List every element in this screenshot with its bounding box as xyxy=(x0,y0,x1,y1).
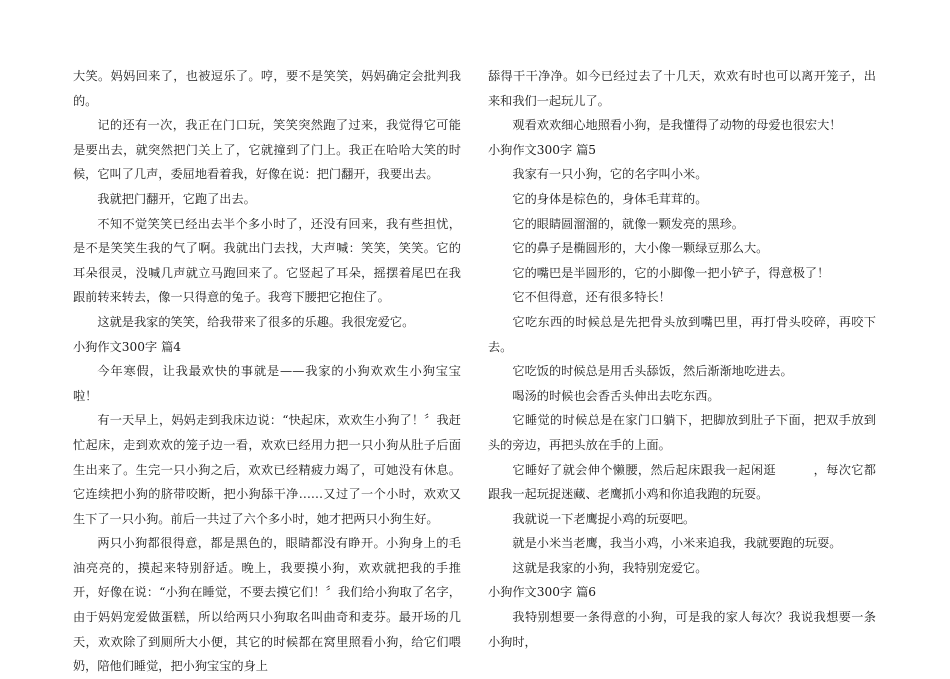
paragraph: 我就把门翻开，它跑了出去。 xyxy=(97,191,256,206)
paragraph: 不知不觉笑笑已经出去半个多小时了，还没有回来，我有些担忧，是不是笑笑生我的气了啊。我就出门去找，大声喊：笑笑，笑笑。它的耳朵很灵，没喊几声就立马跑回来了。它竖起了耳朵，摇摆着尾巴在我跟前转来转去，像一只得意的兔子。我弯下腰把它抱住了。 xyxy=(73,216,461,305)
paragraph: 它的嘴巴是半圆形的，它的小脚像一把小铲子，得意极了！ xyxy=(512,265,830,280)
paragraph: 大笑。妈妈回来了，也被逗乐了。哼，要不是笑笑，妈妈确定会批判我的。 xyxy=(73,69,461,108)
paragraph: 喝汤的时候也会香舌头伸出去吃东西。 xyxy=(512,388,720,403)
paragraph: 它的身体是棕色的，身体毛茸茸的。 xyxy=(512,191,708,206)
paragraph: 两只小狗都很得意，都是黑色的，眼睛都没有睁开。小狗身上的毛油亮亮的，摸起来特别舒适。晚上，我要摸小狗，欢欢就把我的手推开，好像在说：“小狗在睡觉，不要去摸它们！〞我们给小狗取了名字，由于妈妈宠爱做蛋糕，所以给两只小狗取名叫曲奇和麦芬。最开场的几天，欢欢除了到厕所大小便，其它的时候都在窝里照看小狗，给它们喂奶，陪他们睡觉，把小狗宝宝的身上 xyxy=(73,536,461,674)
paragraph: 它睡好了就会伸个懒腰，然后起床跟我一起闲逛 ，每次它都跟我一起玩捉迷藏、老鹰抓小鸡和你追我跑的玩耍。 xyxy=(488,462,876,502)
paragraph: 记的还有一次，我正在门口玩，笑笑突然跑了过来，我觉得它可能是要出去，就突然把门关上了，它就撞到了门上。我正在哈哈大笑的时候，它叫了几声，委屈地看着我，好像在说：把门翻开，我要出去。 xyxy=(73,118,461,182)
right-column xyxy=(488,64,876,654)
section-heading: 小狗作文300字 篇5 xyxy=(488,142,597,157)
paragraph: 这就是我家的笑笑，给我带来了很多的乐趣。我很宠爱它。 xyxy=(97,314,415,329)
section-heading: 小狗作文300字 篇4 xyxy=(73,339,182,354)
paragraph: 它不但得意，还有很多特长！ xyxy=(512,290,671,305)
paragraph: 这就是我家的小狗，我特别宠爱它。 xyxy=(512,560,708,575)
left-column xyxy=(73,64,461,679)
paragraph: 它的鼻子是椭圆形的，大小像一颗绿豆那么大。 xyxy=(512,241,769,256)
paragraph: 观看欢欢细心地照看小狗，是我懂得了动物的母爱也很宏大！ xyxy=(512,118,842,133)
paragraph: 它睡觉的时候总是在家门口躺下，把脚放到肚子下面，把双手放到头的旁边，再把头放在手的上面。 xyxy=(488,413,876,452)
paragraph: 它的眼睛圆溜溜的，就像一颗发亮的黑珍。 xyxy=(512,216,744,231)
paragraph: 我特别想要一条得意的小狗，可是我的家人每次？我说我想要一条小狗时， xyxy=(488,610,876,649)
paragraph: 有一天早上，妈妈走到我床边说：“快起床，欢欢生小狗了！〞我赶忙起床，走到欢欢的笼子边一看，欢欢已经用力把一只小狗从肚子后面生出来了。生完一只小狗之后，欢欢已经精疲力竭了，可她没有休息。它连续把小狗的脐带咬断，把小狗舔干净……又过了一个小时，欢欢又生下了一只小狗。前后一共过了六个多小时，她才把两只小狗生好。 xyxy=(73,413,461,526)
paragraph: 我家有一只小狗，它的名字叫小米。 xyxy=(512,167,708,182)
paragraph: 我就说一下老鹰捉小鸡的玩耍吧。 xyxy=(512,511,696,526)
paragraph: 就是小米当老鹰，我当小鸡，小米来追我，我就要跑的玩耍。 xyxy=(512,536,842,551)
paragraph: 它吃东西的时候总是先把骨头放到嘴巴里，再打骨头咬碎，再咬下去。 xyxy=(488,314,876,354)
paragraph: 今年寒假，让我最欢快的事就是——我家的小狗欢欢生小狗宝宝啦！ xyxy=(73,364,461,403)
section-heading: 小狗作文300字 篇6 xyxy=(488,585,597,600)
paragraph: 它吃饭的时候总是用舌头舔饭，然后渐渐地吃进去。 xyxy=(512,364,793,379)
paragraph: 舔得干干净净。如今已经过去了十几天，欢欢有时也可以离开笼子，出来和我们一起玩儿了。 xyxy=(488,69,876,108)
